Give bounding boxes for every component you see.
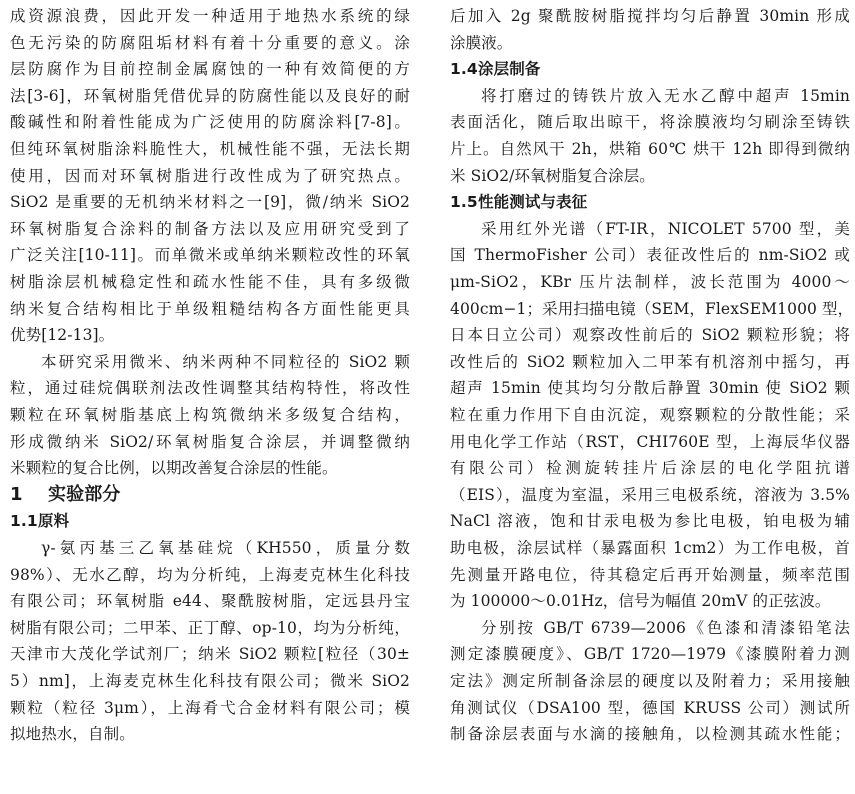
text-line: 国 ThermoFisher 公司）表征改性后的 nm-SiO2 或: [450, 246, 850, 265]
text-line: 将打磨过的铸铁片放入无水乙醇中超声 15min: [481, 86, 850, 105]
section-title: 性能测试与表征: [478, 193, 588, 212]
text-line: 层防腐作为目前控制金属腐蚀的一种有效简便的方: [10, 60, 410, 79]
text-line: 涂膜液。: [450, 33, 513, 52]
text-line: 优势[12-13]。: [10, 326, 115, 345]
text-line: 广泛关注[10-11]。而单微米或单纳米颗粒改性的环氧: [10, 246, 410, 265]
text-line: 拟地热水，自制。: [10, 725, 135, 744]
text-line: 日本日立公司）观察改性前后的 SiO2 颗粒形貌；将: [450, 326, 850, 345]
text-line: 使用，因而对环氧树脂进行改性成为了研究热点。: [10, 166, 410, 185]
text-line: 后加入 2g 聚酰胺树脂搅拌均匀后静置 30min 形成: [450, 7, 850, 25]
text-line: 米颗粒的复合比例，以期改善复合涂层的性能。: [10, 459, 338, 478]
text-line: 制备涂层表面与水滴的接触角，以检测其疏水性能；: [450, 725, 850, 744]
section-title: 原料: [38, 512, 70, 531]
text-line: 角测试仪（DSA100 型，德国 KRUSS 公司）测试所: [450, 698, 850, 717]
text-line: 颗粒在环氧树脂基底上构筑微纳米多级复合结构，: [10, 406, 410, 424]
text-line: 树脂涂层机械稳定性和疏水性能不佳，具有多级微: [10, 273, 410, 291]
section-title: 实验部分: [48, 483, 121, 505]
section-number: 1.1: [10, 512, 38, 531]
section-heading: [10, 482, 410, 508]
text-line: 片上。自然风干 2h，烘箱 60℃ 烘干 12h 即得到微纳: [450, 140, 850, 158]
text-line: 助电极，涂层试样（暴露面积 1cm2）为工作电极，首: [450, 539, 850, 557]
text-line: 98%）、无水乙醇，均为分析纯，上海麦克林生化科技: [10, 565, 410, 584]
section-title: 涂层制备: [478, 60, 541, 79]
section-number: 1.5: [450, 193, 478, 212]
text-line: 有限公司；环氧树脂 e44、聚酰胺树脂，定远县丹宝: [10, 592, 410, 611]
text-line: 表面活化，随后取出晾干，将涂膜液均匀刷涂至铸铁: [450, 113, 850, 132]
text-line: 测定漆膜硬度》、GB/T 1720—1979《漆膜附着力测: [450, 645, 850, 664]
text-line: 环氧树脂复合涂料的制备方法以及应用研究受到了: [10, 219, 410, 238]
section-heading: [450, 56, 850, 82]
text-line: 成资源浪费，因此开发一种适用于地热水系统的绿: [10, 7, 410, 25]
text-line: 本研究采用微米、纳米两种不同粒径的 SiO2 颗: [41, 352, 410, 371]
text-line: 天津市大茂化学试剂厂；纳米 SiO2 颗粒[粒径（30±: [10, 645, 410, 664]
text-line: 有限公司）检测旋转挂片后涂层的电化学阻抗谱: [450, 459, 850, 478]
text-line: 酸碱性和附着性能成为广泛使用的防腐涂料[7-8]。: [10, 113, 410, 132]
text-line: 为 100000～0.01Hz，信号为幅值 20mV 的正弦波。: [450, 592, 831, 611]
text-line: SiO2 是重要的无机纳米材料之一[9]，微/纳米 SiO2: [10, 193, 410, 212]
text-line: 超声 15min 使其均匀分散后静置 30min 使 SiO2 颗: [450, 379, 850, 398]
text-line: 定法》测定所制备涂层的硬度以及附着力；采用接触: [450, 672, 850, 690]
text-line: 先测量开路电位，待其稳定后再开始测量，频率范围: [450, 565, 850, 584]
text-line: 改性后的 SiO2 颗粒加入二甲苯有机溶剂中摇匀，再: [450, 352, 850, 371]
text-line: （EIS），温度为室温，采用三电极系统，溶液为 3.5%: [450, 485, 850, 504]
text-line: 纳米复合结构相比于单级粗糙结构各方面性能更具: [10, 299, 410, 318]
text-line: 用电化学工作站（RST，CHI760E 型，上海辰华仪器: [450, 432, 850, 451]
section-number: 1: [10, 483, 23, 505]
text-line: 法[3-6]，环氧树脂凭借优异的防腐性能以及良好的耐: [10, 86, 410, 105]
text-line: 但纯环氧树脂涂料脆性大，机械性能不强，无法长期: [10, 140, 410, 158]
section-number: 1.4: [450, 60, 478, 79]
text-line: γ-氨丙基三乙氧基硅烷（KH550，质量分数: [41, 539, 410, 557]
text-line: μm-SiO2，KBr 压片法制样，波长范围为 4000～: [450, 273, 850, 291]
text-line: 米 SiO2/环氧树脂复合涂层。: [450, 166, 655, 185]
text-line: 400cm−1；采用扫描电镜（SEM，FlexSEM1000 型，: [450, 299, 854, 318]
text-line: 粒在重力作用下自由沉淀，观察颗粒的分散性能；采: [450, 406, 850, 424]
section-heading: [450, 189, 850, 215]
text-line: 5）nm]，上海麦克林生化科技有限公司；微米 SiO2: [10, 672, 410, 690]
text-line: 分别按 GB/T 6739—2006《色漆和清漆铅笔法: [481, 618, 850, 637]
text-line: 颗粒（粒径 3μm），上海肴弋合金材料有限公司；模: [10, 698, 410, 717]
text-line: 形成微纳米 SiO2/环氧树脂复合涂层，并调整微纳: [10, 432, 410, 451]
text-line: 色无污染的防腐阻垢材料有着十分重要的意义。涂: [10, 33, 410, 52]
text-line: 树脂有限公司；二甲苯、正丁醇、op-10，均为分析纯，: [10, 618, 410, 637]
text-line: 采用红外光谱（FT-IR，NICOLET 5700 型，美: [481, 219, 850, 238]
text-line: NaCl 溶液，饱和甘汞电极为参比电极，铂电极为辅: [450, 512, 850, 531]
text-line: 粒，通过硅烷偶联剂法改性调整其结构特性，将改性: [10, 379, 410, 398]
section-heading: [10, 508, 410, 534]
